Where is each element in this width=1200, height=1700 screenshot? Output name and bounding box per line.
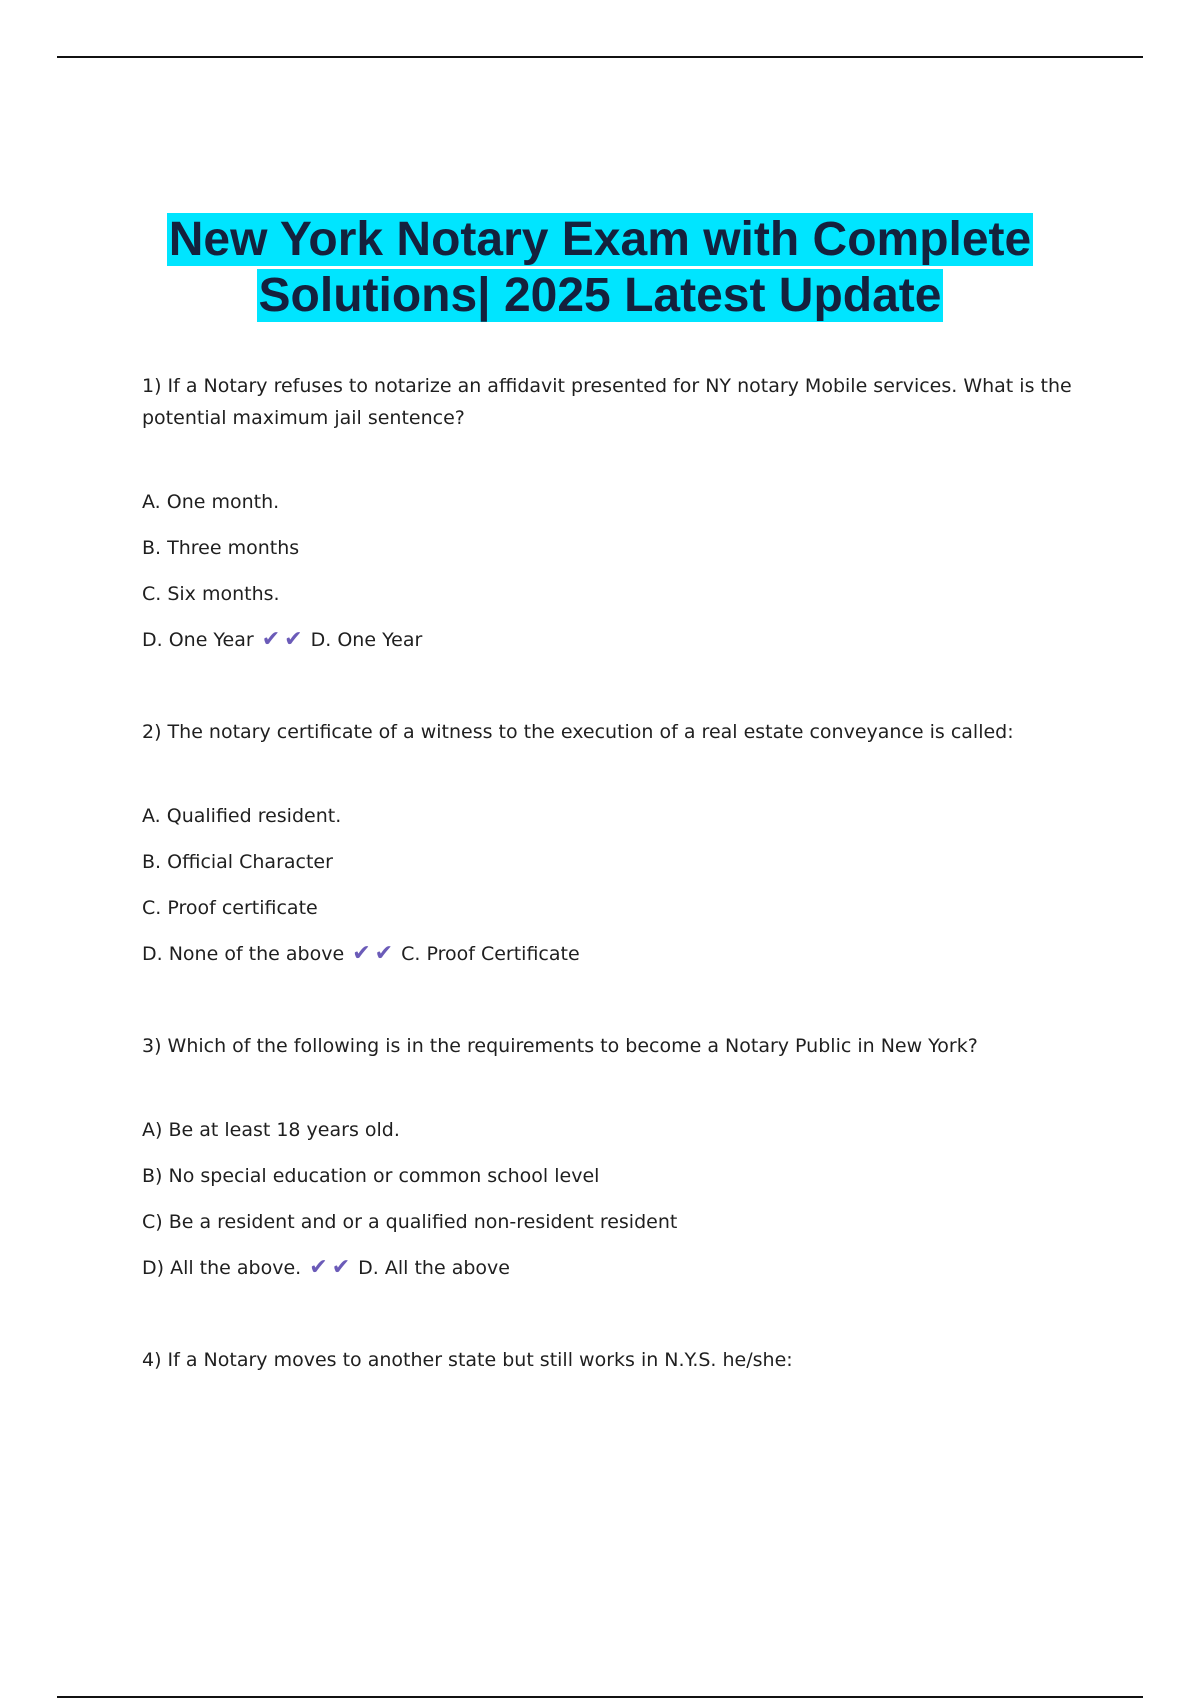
question-4: 4) If a Notary moves to another state but still works in N.Y.S. he/she: — [142, 1349, 793, 1371]
question-list — [142, 370, 1072, 1428]
answer-3: D. All the above — [358, 1257, 510, 1279]
document-title — [0, 212, 1200, 324]
option-1d-with-answer — [142, 624, 1072, 656]
option-2a: A. Qualified resident. — [142, 805, 342, 827]
option-1c: C. Six months. — [142, 583, 280, 605]
option-1d: D. One Year — [142, 629, 254, 651]
option-1a: A. One month. — [142, 491, 280, 513]
option-3b: B) No special education or common school level — [142, 1165, 600, 1187]
question-2: 2) The notary certificate of a witness to the execution of a real estate conveyance is called: — [142, 721, 1014, 743]
top-rule — [57, 56, 1143, 58]
question-3: 3) Which of the following is in the requirements to become a Notary Public in New York? — [142, 1035, 978, 1057]
option-3d: D) All the above. — [142, 1257, 302, 1279]
checkmark-icon: ✔ — [374, 941, 394, 966]
checkmark-icon: ✔ — [309, 1255, 328, 1280]
title-line-1: New York Notary Exam with Complete — [168, 213, 1032, 266]
checkmark-icon: ✔ — [284, 627, 303, 652]
checkmark-icon: ✔ — [352, 941, 371, 966]
option-2d-with-answer — [142, 938, 1072, 970]
answer-2: C. Proof Certificate — [401, 943, 580, 965]
option-2c: C. Proof certificate — [142, 897, 318, 919]
title-line-2: Solutions| 2025 Latest Update — [258, 269, 942, 322]
checkmark-icon: ✔ — [261, 627, 281, 652]
option-2b: B. Official Character — [142, 851, 333, 873]
option-3c: C) Be a resident and or a qualified non-resident resident — [142, 1211, 678, 1233]
option-3a: A) Be at least 18 years old. — [142, 1119, 400, 1141]
option-3d-with-answer — [142, 1252, 1072, 1284]
checkmark-icon: ✔ — [331, 1255, 351, 1280]
option-2d: D. None of the above — [142, 943, 345, 965]
option-1b: B. Three months — [142, 537, 300, 559]
bottom-rule — [57, 1696, 1143, 1698]
answer-1: D. One Year — [310, 629, 423, 651]
question-1: 1) If a Notary refuses to notarize an affidavit presented for NY notary Mobile services. What is the potential maximum jail sentence? — [142, 375, 1072, 429]
